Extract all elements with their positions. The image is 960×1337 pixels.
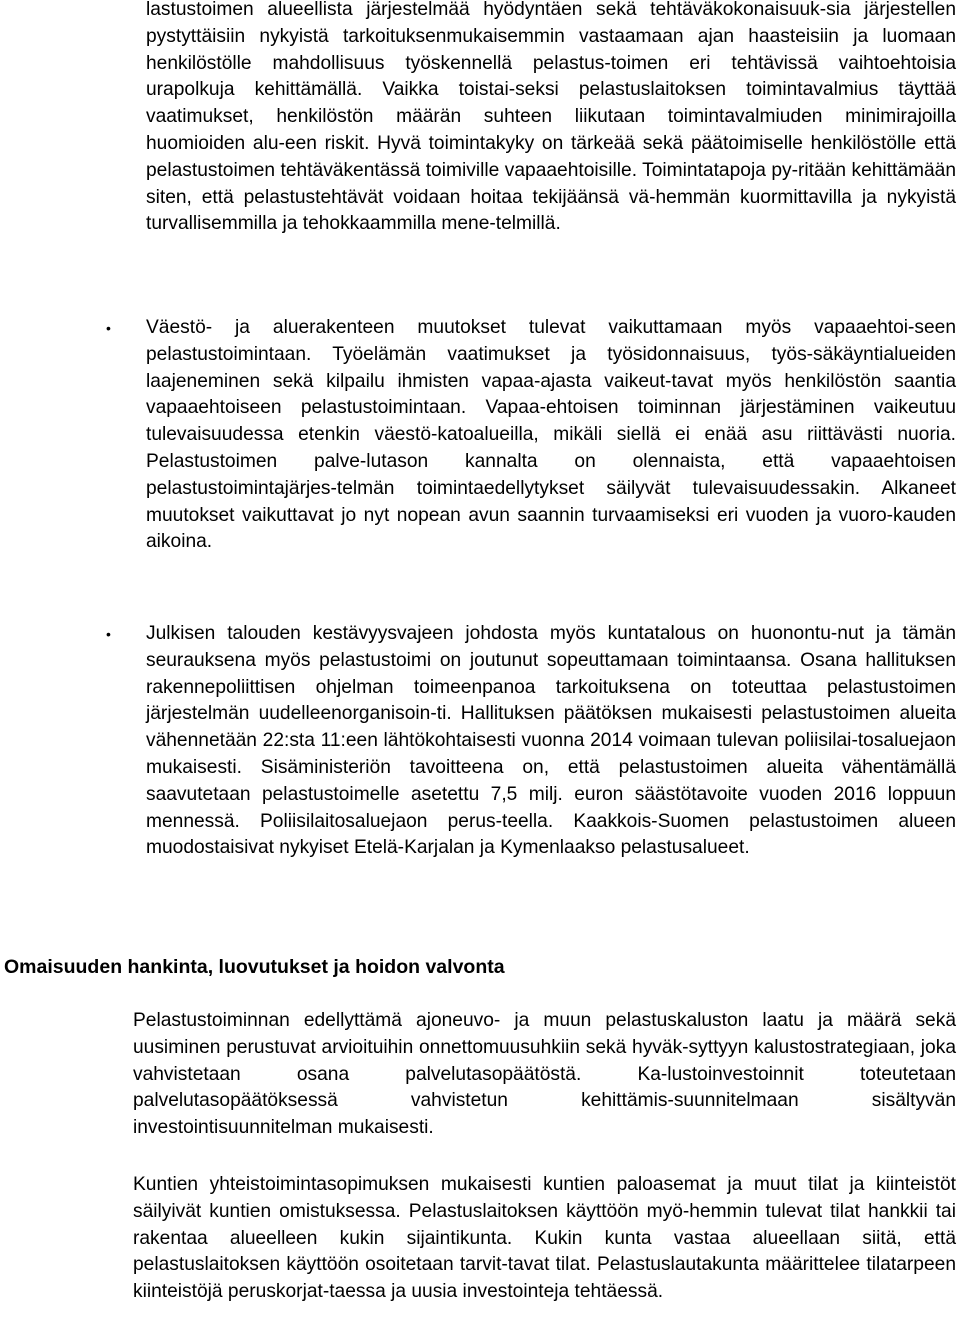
- bullet-point: •: [106, 320, 111, 336]
- paragraph-bullet-economy: Julkisen talouden kestävyysvajeen johdosta myös kuntatalous on huonontu-nut ja tämän seurauksena myös pelastustoimi on joutunut sopeuttamaan toimintaansa. Osana hallituksen rakennepoliittisen ohjelman toimeenpanoa tarkoituksena on toteuttaa pelastustoimen järjestelmän uudelleenorganisoin-ti. Hallituksen päätöksen mukaisesti pelastustoimen alueita vähennetään 22:sta 11:een lähtökohtaisesti vuonna 2014 voimaan tulevan poliisilai-tosaluejaon mukaisesti. Sisäministeriön tavoitteena on, että pelastustoimen alueita vähentämällä saavutetaan pelastustoimelle asetettu 7,5 milj. euron säästötavoite vuoden 2016 loppuun mennessä. Poliisilaitosaluejaon perus-teella. Kaakkois-Suomen pelastustoimen alueen muodostaisivat nykyiset Etelä-Karjalan ja Kymenlaakso pelastusalueet.: [146, 623, 956, 859]
- paragraph-bullet-population: Väestö- ja aluerakenteen muutokset tulevat vaikuttamaan myös vapaaehtoi-seen pelastustoimintaan. Työelämän vaatimukset ja työsidonnaisuus, työs-säkäyntialueiden laajeneminen sekä kilpailu ihmisten vapaa-ajasta vaikeut-tavat myös henkilöstön saantia vapaaehtoiseen pelastustoimintaan. Vapaa-ehtoisen toiminnan järjestäminen vaikeutuu tulevaisuudessa etenkin väestö-katoalueilla, mikäli siellä ei enää asu riittävästi nuoria. Pelastustoimen palve-lutason kannalta on olennaista, että vapaaehtoisen pelastustoimintajärjes-telmän toimintaedellytykset säilyvät tulevaisuudessakin. Alkaneet muutokset vaikuttavat jo nyt nopean avun saannin turvaamiseksi eri vuoden ja vuoro-kauden aikoina.: [146, 317, 956, 553]
- section-heading: Omaisuuden hankinta, luovutukset ja hoidon valvonta: [4, 956, 505, 978]
- paragraph-continued-bullet: lastustoimen alueellista järjestelmää hyödyntäen sekä tehtäväkokonaisuuk-sia järjestellen pystyttäisiin nykyistä tarkoituksenmukaisemmin vastaamaan ajan haasteisiin ja luomaan henkilöstölle mahdollisuus työskennellä pelastus-toimen eri tehtävissä vaihtoehtoisia urapolkuja kehittämällä. Vaikka toistai-seksi pelastuslaitoksen toimintavalmius täyttää vaatimukset, henkilöstön määrän suhteen liikutaan toimintavalmiuden minimirajoilla huomioiden alu-een riskit. Hyvä toimintakyky on tärkeää sekä päätoimiselle henkilöstölle että pelastustoimen tehtäväkentässä toimiville vapaaehtoisille. Toimintatapoja py-ritään kehittämään siten, että pelastustehtävät voidaan hoitaa tekijäänsä vä-hemmän kuormittavilla ja nykyistä turvallisemmilla ja tehokkaammilla mene-telmillä.: [146, 0, 956, 235]
- paragraph-assets-2: Kuntien yhteistoimintasopimuksen mukaisesti kuntien paloasemat ja muut tilat ja kiinteistöt säilyivät kuntien omistuksessa. Pelastuslaitoksen käyttöön myö-hemmin tulevat tilat hankkii tai rakentaa alueelleen kukin sijaintikunta. Kukin kunta vastaa alueellaan siitä, että pelastuslaitoksen käyttöön osoitetaan tarvit-tavat tilat. Pelastuslautakunta määrittelee tilatarpeen kiinteistöjä peruskorjat-taessa ja uusia investointeja tehtäessä.: [133, 1174, 956, 1303]
- bullet-point: •: [106, 626, 111, 642]
- paragraph-assets-1: Pelastustoiminnan edellyttämä ajoneuvo- ja muun pelastuskaluston laatu ja määrä sekä uusiminen perustuvat arvioituihin onnettomuusuhkiin sekä hyväk-syttyyn kalustostrategiaan, joka vahvistetaan osana palvelutasopäätöstä. Ka-lustoinvestoinnit toteutetaan palvelutasopäätöksessä vahvistetun kehittämis-suunnitelmaan sisältyvän investointisuunnitelman mukaisesti.: [133, 1010, 956, 1139]
